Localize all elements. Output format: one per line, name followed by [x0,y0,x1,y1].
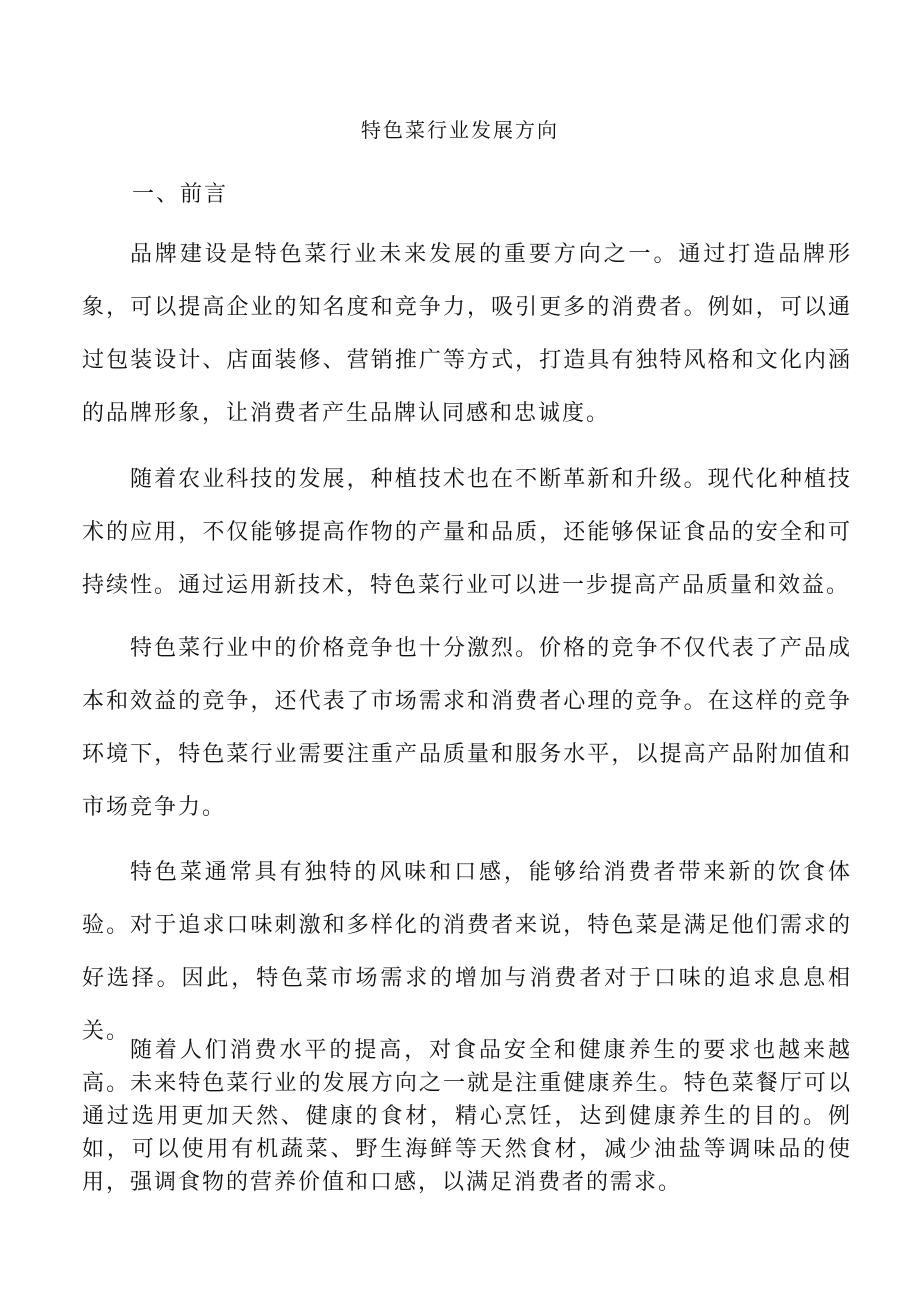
paragraph-agri-technology: 随着农业科技的发展，种植技术也在不断革新和升级。现代化种植技术的应用，不仅能够提高作物的产量和品质，还能够保证食品的安全和可持续性。通过运用新技术，特色菜行业可以进一步提高产品质量和效益。 [82,467,852,598]
paragraph-brand-building: 品牌建设是特色菜行业未来发展的重要方向之一。通过打造品牌形象，可以提高企业的知名度和竞争力，吸引更多的消费者。例如，可以通过包装设计、店面装修、营销推广等方式，打造具有独特风格和文化内涵的品牌形象，让消费者产生品牌认同感和忠诚度。 [82,242,852,426]
section-heading: 一、前言 [132,182,229,207]
document-title: 特色菜行业发展方向 [361,118,559,142]
paragraph-unique-flavor: 特色菜通常具有独特的风味和口感，能够给消费者带来新的饮食体验。对于追求口味刺激和多样化的消费者来说，特色菜是满足他们需求的好选择。因此，特色菜市场需求的增加与消费者对于口味的追求息息相关。 [82,860,852,1044]
paragraph-price-competition: 特色菜行业中的价格竞争也十分激烈。价格的竞争不仅代表了产品成本和效益的竞争，还代表了市场需求和消费者心理的竞争。在这样的竞争环境下，特色菜行业需要注重产品质量和服务水平，以提高产品附加值和市场竞争力。 [82,636,852,820]
paragraph-health: 随着人们消费水平的提高，对食品安全和健康养生的要求也越来越高。未来特色菜行业的发展方向之一就是注重健康养生。特色菜餐厅可以通过选用更加天然、健康的食材，精心烹饪，达到健康养生的目的。例如，可以使用有机蔬菜、野生海鲜等天然食材，减少油盐等调味品的使用，强调食物的营养价值和口感，以满足消费者的需求。 [82,1038,852,1195]
